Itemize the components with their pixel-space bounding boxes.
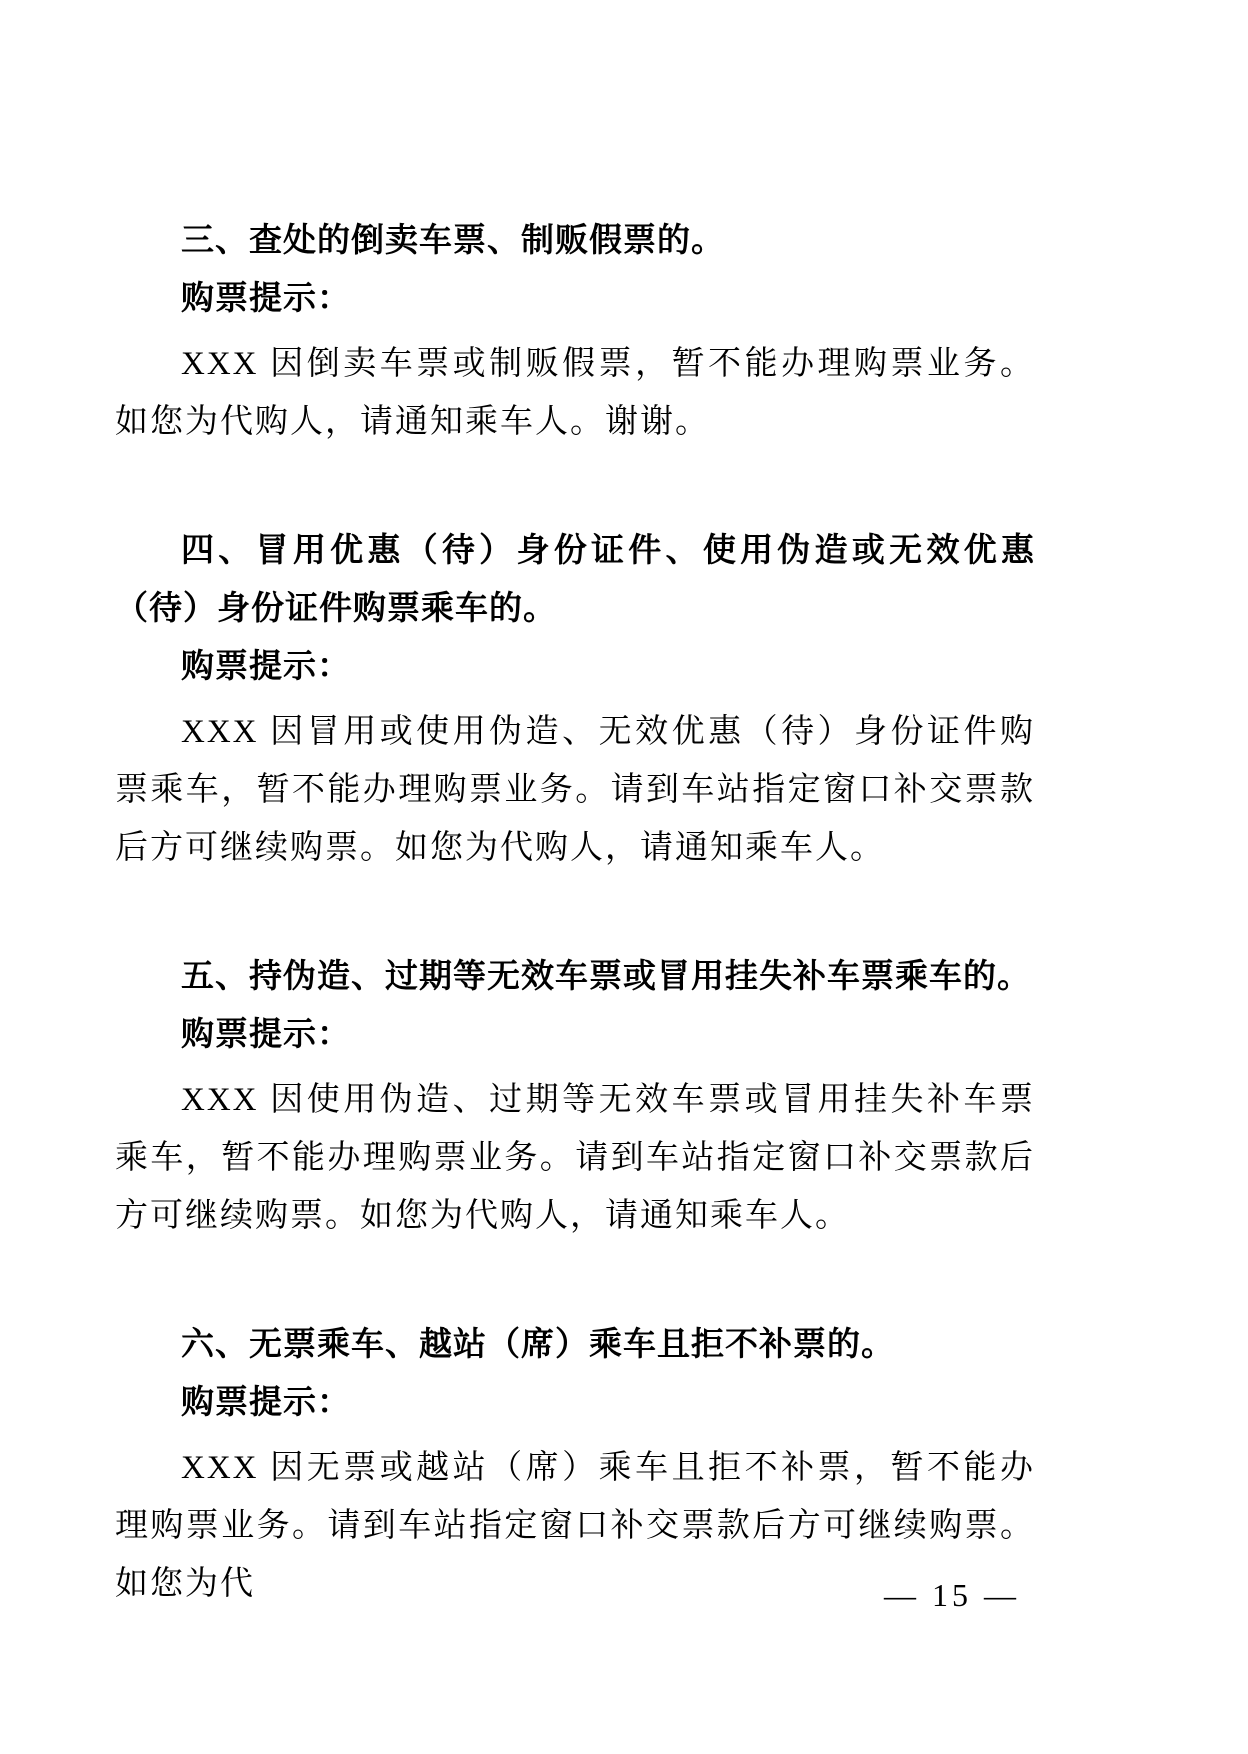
- section-6-body: XXX 因无票或越站（席）乘车且拒不补票，暂不能办理购票业务。请到车站指定窗口补交票款后方可继续购票。如您为代: [115, 1450, 1035, 1602]
- section-4-body: XXX 因冒用或使用伪造、无效优惠（待）身份证件购票乘车，暂不能办理购票业务。请到车站指定窗口补交票款后方可继续购票。如您为代购人，请通知乘车人。: [115, 714, 1035, 866]
- section-5-body: XXX 因使用伪造、过期等无效车票或冒用挂失补车票乘车，暂不能办理购票业务。请到车站指定窗口补交票款后方可继续购票。如您为代购人，请通知乘车人。: [115, 1082, 1035, 1234]
- section-6-heading: 六、无票乘车、越站（席）乘车且拒不补票的。: [181, 1325, 895, 1362]
- document-content: [115, 211, 1035, 1613]
- section-3-prompt-label: 购票提示：: [181, 279, 351, 316]
- section-3-body: XXX 因倒卖车票或制贩假票，暂不能办理购票业务。如您为代购人，请通知乘车人。谢谢。: [115, 346, 1035, 440]
- section-5: [115, 947, 1035, 1245]
- section-4-heading: 四、冒用优惠（待）身份证件、使用伪造或无效优惠（待）身份证件购票乘车的。: [115, 531, 1035, 626]
- section-6-prompt-label: 购票提示：: [181, 1383, 351, 1420]
- section-3-heading: 三、查处的倒卖车票、制贩假票的。: [181, 221, 725, 258]
- section-4: [115, 521, 1035, 877]
- section-4-prompt-label: 购票提示：: [181, 647, 351, 684]
- section-5-heading: 五、持伪造、过期等无效车票或冒用挂失补车票乘车的。: [181, 957, 1031, 994]
- section-5-prompt-label: 购票提示：: [181, 1015, 351, 1052]
- page-number: — 15 —: [884, 1577, 1020, 1613]
- section-3: [115, 211, 1035, 451]
